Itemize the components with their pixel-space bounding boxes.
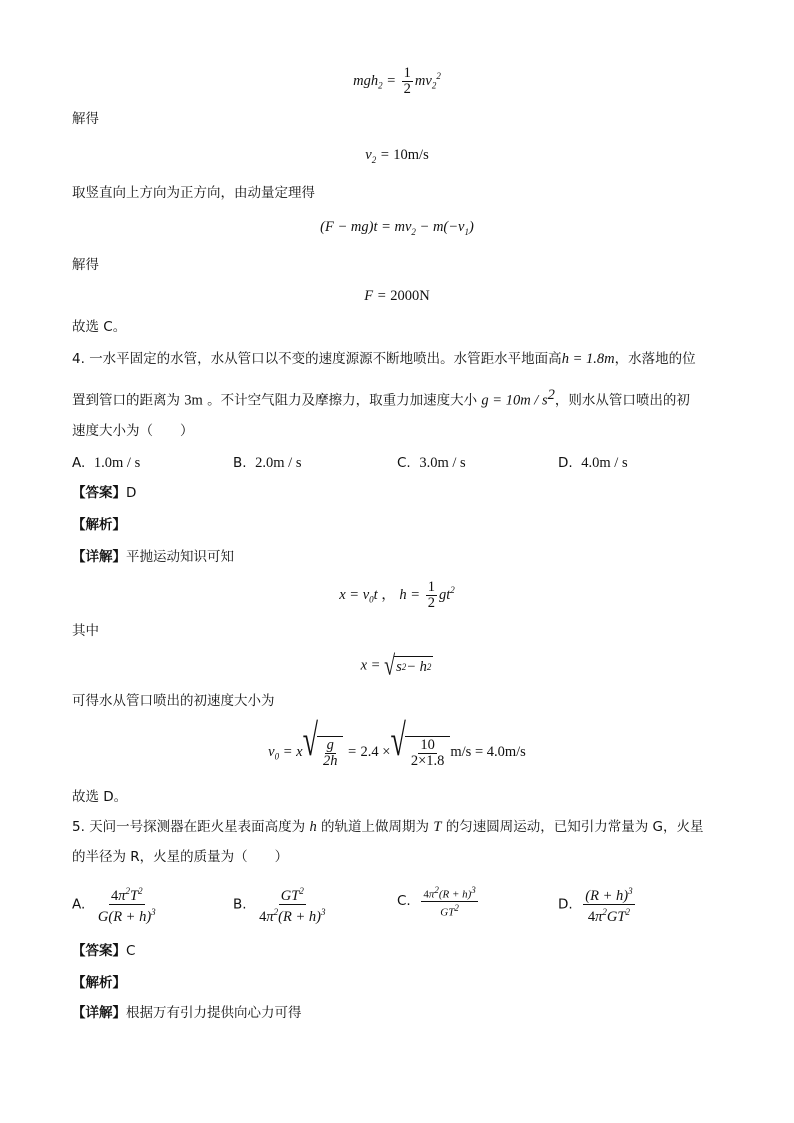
choose-c-text: 故选 C。	[72, 319, 127, 335]
solve-label-2: 解得	[72, 257, 99, 273]
q5-line-1: 5. 天问一号探测器在距火星表面高度为 h 的轨道上做周期为 T 的匀速圆周运动，已知引力常量为 G，火星	[72, 819, 704, 835]
equation-v2: $v_2 = 10m/s$	[365, 147, 429, 165]
equation-x: x = √ s 2 − h 2	[360, 650, 432, 682]
q4-line-3: 速度大小为（ ）	[72, 423, 194, 439]
q5-option-a: A. $\frac{4\pi^2T^2}{G(R + h)^3}$	[72, 886, 156, 925]
equation-momentum: $(F - mg)t = mv_2 - m(-v_1)$	[320, 219, 474, 237]
equation-v0: $v_0 = x$ √ $\frac{g}{2h}$ = 2.4 × √ $\frac{10}{2\times 1.8}$ m/s = 4.0m/s	[268, 716, 526, 769]
q5-option-d: D. $\frac{(R + h)^3}{4\pi^2GT^2}$	[558, 886, 633, 925]
q4-line-1: 4. 一水平固定的水管，水从管口以不变的速度源源不断地喷出。水管距水平地面高h = 1.8m，水落地的位	[72, 351, 696, 367]
q5-option-b: B. $\frac{GT^2}{4\pi^2(R + h)^3}$	[233, 886, 326, 925]
equation-projectile: $x = v_0t$ ， h = $\frac{1}{2}$ $gt^2$	[339, 579, 455, 611]
q4-choose: 故选 D。	[72, 789, 128, 805]
q4-line-2: 置到管口的距离为 3m 。不计空气阻力及摩擦力，取重力加速度大小 $g = 10m / s^2$，则水从管口喷出的初	[72, 387, 690, 409]
equation-energy: mgh$_2$ = $\frac{1}{2}$ $mv_2^2$	[353, 65, 441, 97]
q4-option-d: D. 4.0m / s	[558, 455, 628, 471]
direction-text: 取竖直向上方向为正方向，由动量定理得	[72, 185, 315, 201]
q4-where: 其中	[72, 623, 99, 639]
q4-answer: 【答案】D	[72, 485, 137, 501]
q5-analysis-label: 【解析】	[72, 975, 126, 991]
q5-detail: 【详解】根据万有引力提供向心力可得	[72, 1005, 302, 1021]
q4-option-b: B. 2.0m / s	[233, 455, 302, 471]
equation-force: F = 2000N	[364, 288, 430, 304]
q4-analysis-label: 【解析】	[72, 517, 126, 533]
q4-detail: 【详解】平抛运动知识可知	[72, 549, 234, 565]
q5-option-c: C. $\frac{4\pi^2(R + h)^3}{GT^2}$	[397, 885, 476, 919]
solve-label-1: 解得	[72, 111, 99, 127]
q4-option-c: C. 3.0m / s	[397, 455, 466, 471]
q4-result-intro: 可得水从管口喷出的初速度大小为	[72, 693, 275, 709]
q5-line-2: 的半径为 R，火星的质量为（ ）	[72, 849, 289, 865]
q4-option-a: A. 1.0m / s	[72, 455, 141, 471]
q5-answer: 【答案】C	[72, 943, 136, 959]
